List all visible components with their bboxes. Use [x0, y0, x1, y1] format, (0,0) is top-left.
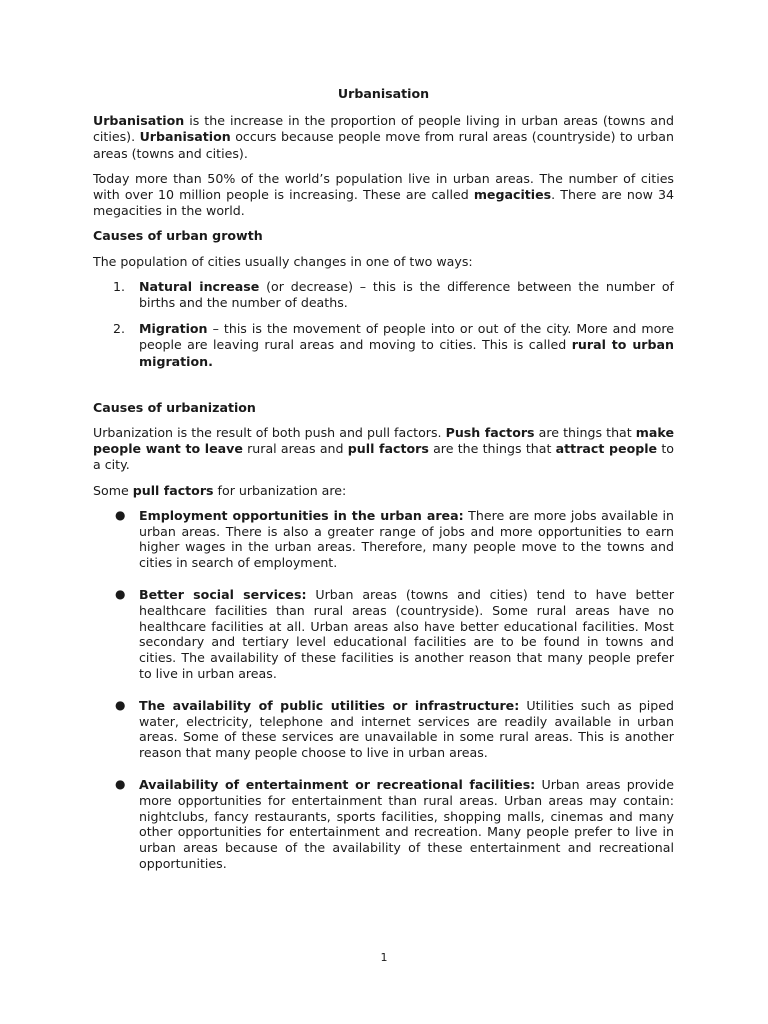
list-item — [93, 698, 674, 761]
list-item-text: The availability of public utilities or infrastructure: Utilities such as piped water, electricity, telephone and internet services are readily available in urban areas. Some of these services are unavailable in some rural areas. This is another reason that many people choose to live in urban areas. — [139, 697, 674, 761]
document-page — [93, 86, 674, 888]
list-item-text: Employment opportunities in the urban area: There are more jobs available in urban areas. There is also a greater range of jobs and more opportunities to earn higher wages in the urban areas. Therefore, many people move to the towns and cities in search of employment. — [139, 507, 674, 571]
page-number: 1 — [380, 951, 388, 964]
bullet-icon: ● — [115, 507, 126, 522]
list-item — [93, 279, 674, 311]
intro-paragraph-2: Today more than 50% of the world’s population live in urban areas. The number of cities with over 10 million people is increasing. These are called megacities. There are now 34 megacities in the world. — [93, 170, 675, 219]
list-item-text: Better social services: Urban areas (towns and cities) tend to have better healthcare facilities than rural areas (countryside). Some rural areas have no healthcare facilities at all. Urban areas also have better educational facilities. Most secondary and tertiary level educational facilities are to be found in towns and cities. The availability of these facilities is another reason that many people prefer to live in urban areas. — [139, 587, 674, 682]
section-spacer — [93, 380, 674, 400]
list-item-text: Migration – this is the movement of people into or out of the city. More and more people are leaving rural areas and moving to cities. This is called rural to urban migration. — [139, 321, 674, 369]
growth-intro-paragraph: The population of cities usually changes in one of two ways: — [93, 253, 473, 269]
list-number: 2. — [113, 321, 126, 337]
bullet-icon: ● — [115, 777, 126, 792]
urbanization-intro-paragraph: Urbanization is the result of both push and pull factors. Push factors are things that make people want to leave rural areas and pull factors are the things that attract people to a city. — [93, 425, 675, 473]
list-item — [93, 777, 674, 872]
section-heading-urban-growth: Causes of urban growth — [93, 228, 263, 244]
pull-factors-list — [93, 508, 674, 872]
list-item — [93, 587, 674, 682]
pull-factors-intro: Some pull factors for urbanization are: — [93, 482, 347, 498]
list-item-text: Natural increase (or decrease) – this is the difference between the number of births and the number of deaths. — [139, 278, 674, 311]
growth-numbered-list — [93, 279, 674, 370]
list-item — [93, 508, 674, 571]
list-item-text: Availability of entertainment or recreational facilities: Urban areas provide more opportunities for entertainment than rural areas. Urban areas may contain: nightclubs, fancy restaurants, sports facilities, shopping malls, cinemas and many other opportunities for entertainment and recreation. Many people prefer to live in urban areas because of the availability of these entertainment and recreational opportunities. — [139, 777, 674, 871]
section-heading-urbanization: Causes of urbanization — [93, 399, 256, 415]
intro-paragraph-1: Urbanisation is the increase in the proportion of people living in urban areas (towns and cities). Urbanisation occurs because people move from rural areas (countryside) to urban areas (towns and cities). — [93, 113, 675, 161]
list-number: 1. — [113, 278, 126, 294]
list-item — [93, 321, 674, 370]
bullet-icon: ● — [115, 587, 126, 602]
page-title: Urbanisation — [337, 86, 430, 101]
bullet-icon: ● — [115, 697, 126, 712]
